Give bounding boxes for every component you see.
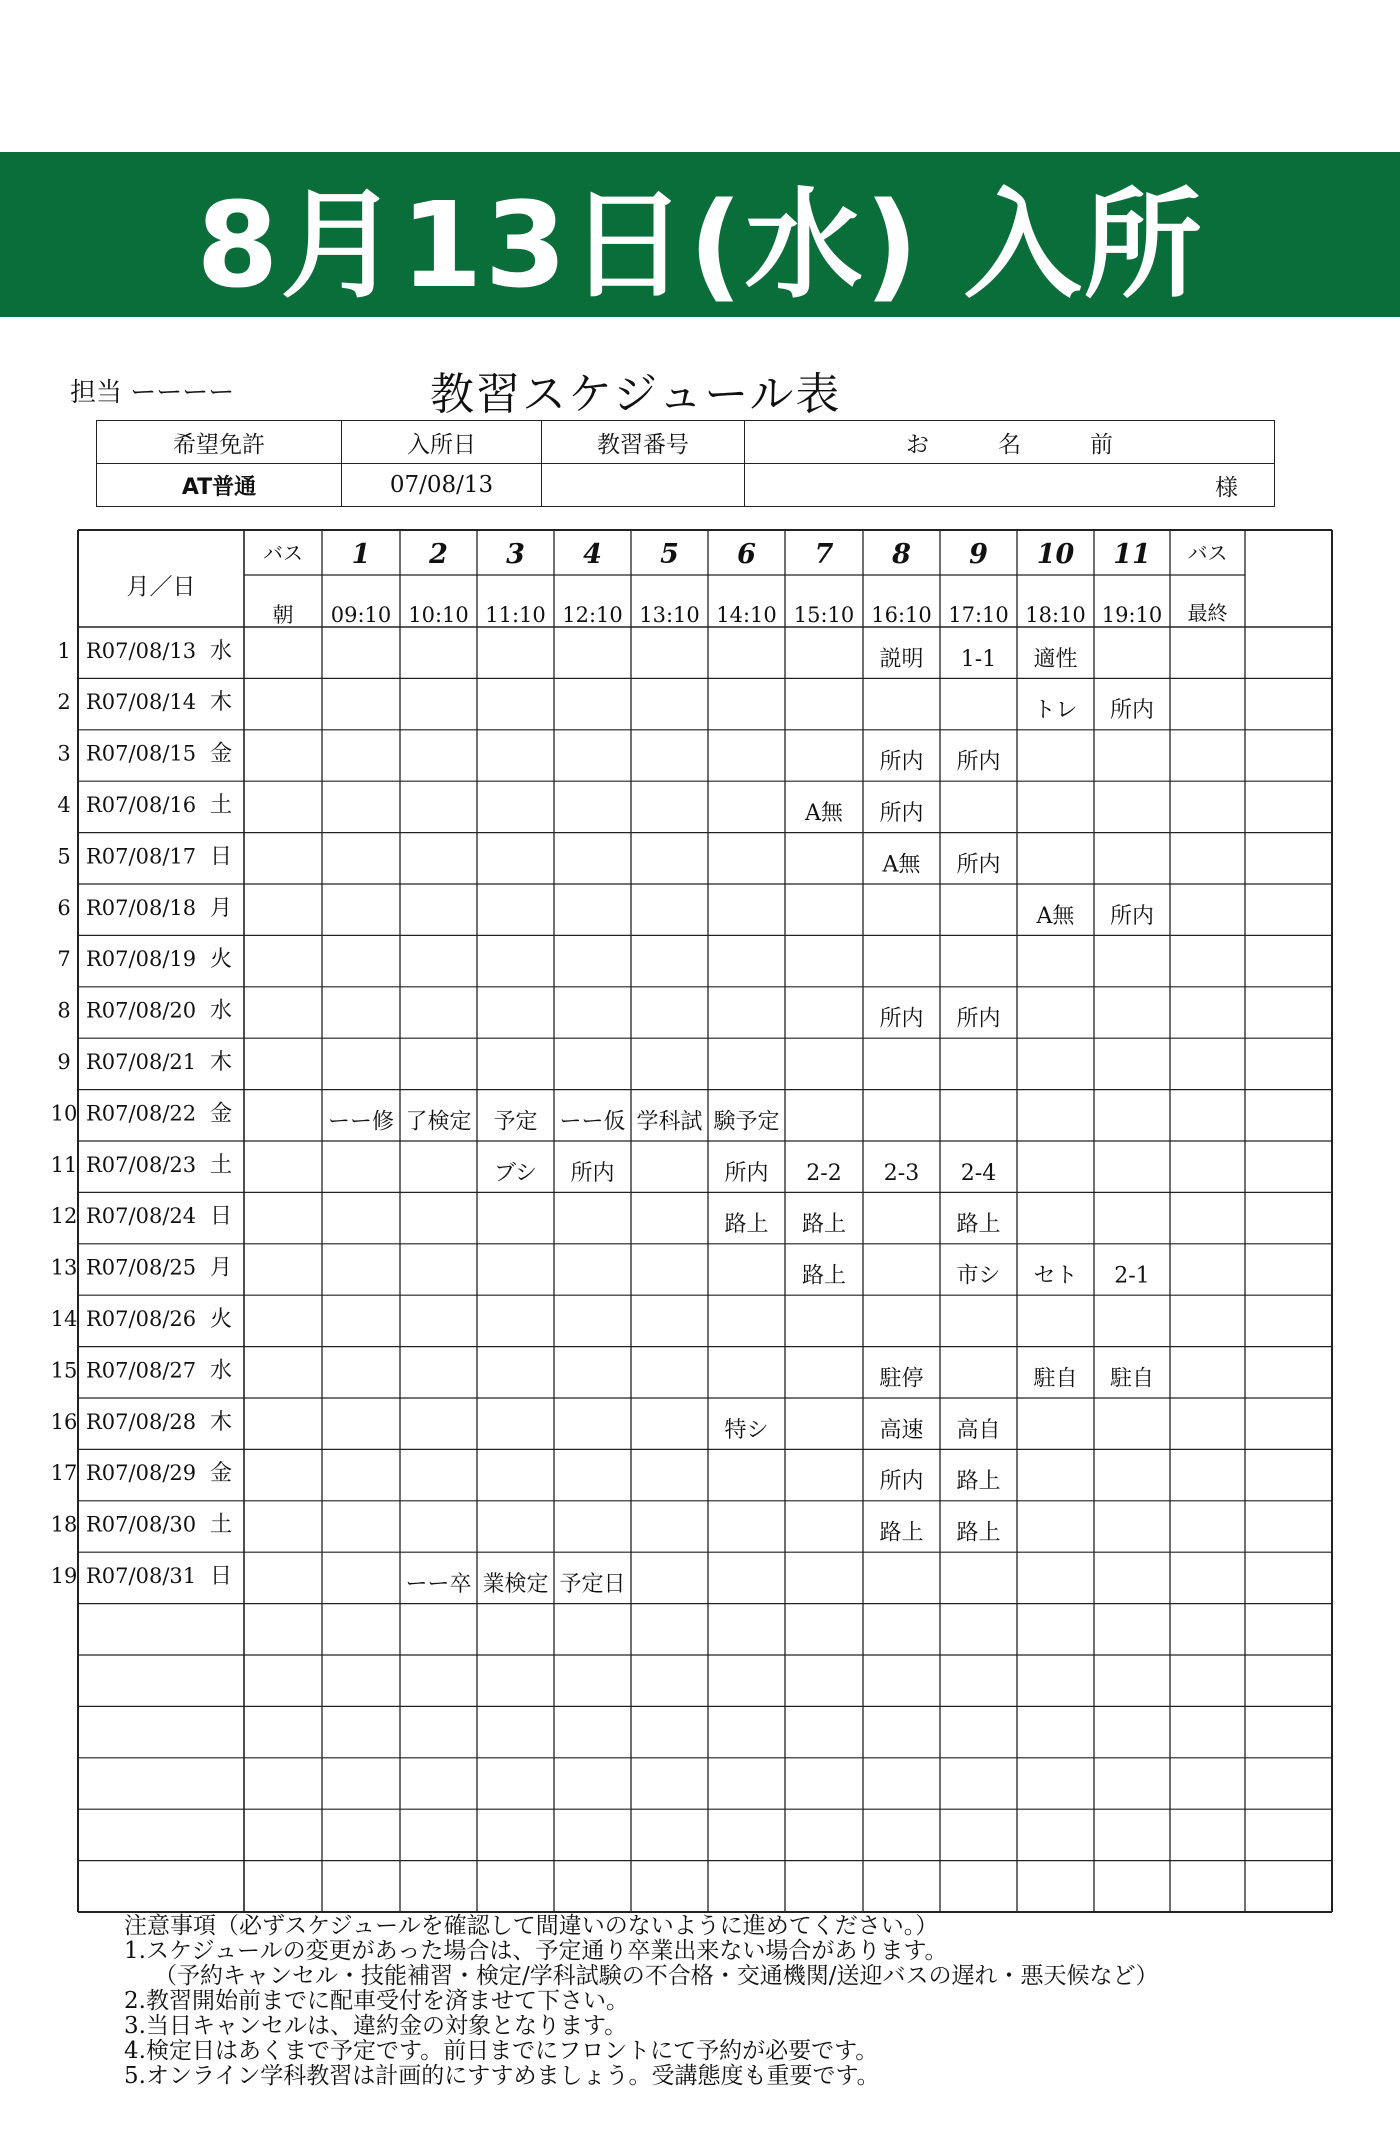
row-weekday: 水 xyxy=(209,1358,233,1384)
lesson-cell: トレ xyxy=(1033,698,1078,724)
row-weekday: 月 xyxy=(209,895,233,921)
lesson-cell: 了検定 xyxy=(405,1109,472,1135)
row-weekday: 金 xyxy=(209,1101,233,1127)
lesson-cell: 所内 xyxy=(879,1006,924,1032)
lesson-cell: 業検定 xyxy=(482,1572,549,1598)
student-number-label: 教習番号 xyxy=(542,421,745,464)
period-time: 11:10 xyxy=(485,603,546,627)
note-item: 3.当日キャンセルは、違約金の対象となります。 xyxy=(124,2013,628,2039)
lesson-cell: ーー卒 xyxy=(405,1572,472,1598)
lesson-cell: 路上 xyxy=(724,1212,769,1238)
lesson-cell: 所内 xyxy=(1109,903,1155,929)
row-weekday: 木 xyxy=(209,1409,233,1435)
notes-section xyxy=(124,1914,1159,2089)
row-number: 5 xyxy=(57,844,71,869)
lesson-cell: 所内 xyxy=(879,1469,924,1495)
lesson-cell: 市シ xyxy=(956,1263,1001,1289)
row-weekday: 日 xyxy=(209,844,233,870)
date-column-header: 月／日 xyxy=(126,574,196,600)
period-number: 9 xyxy=(969,539,988,570)
row-date: R07/08/30 xyxy=(86,1512,197,1537)
row-date: R07/08/19 xyxy=(86,947,197,972)
lesson-cell: ブシ xyxy=(493,1160,538,1186)
lesson-cell: 所内 xyxy=(879,801,924,827)
row-weekday: 金 xyxy=(209,1461,233,1487)
lesson-cell: 路上 xyxy=(956,1520,1001,1546)
entry-date-value: 07/08/13 xyxy=(342,464,542,507)
license-label: 希望免許 xyxy=(97,421,342,464)
entry-date-label: 入所日 xyxy=(342,421,542,464)
lesson-cell: 2-1 xyxy=(1114,1263,1150,1289)
lesson-cell: 説明 xyxy=(879,646,924,672)
notes-heading: 注意事項（必ずスケジュールを確認して間違いのないように進めてください。） xyxy=(124,1913,939,1939)
row-weekday: 木 xyxy=(209,690,233,716)
bus-morning-header: バス xyxy=(263,541,303,565)
lesson-cell: 験予定 xyxy=(713,1109,780,1135)
row-date: R07/08/20 xyxy=(86,998,197,1023)
name-suffix: 様 xyxy=(1215,474,1238,501)
lesson-cell: ーー修 xyxy=(327,1109,395,1135)
lesson-cell: 適性 xyxy=(1033,646,1078,672)
row-date: R07/08/29 xyxy=(86,1461,197,1486)
row-weekday: 金 xyxy=(209,741,233,767)
row-date: R07/08/25 xyxy=(86,1255,197,1280)
entry-date-banner: 8月13日(水) 入所 xyxy=(0,152,1400,317)
bus-last-label: 最終 xyxy=(1187,601,1228,625)
row-number: 9 xyxy=(57,1050,71,1075)
row-weekday: 月 xyxy=(209,1255,233,1281)
row-number: 18 xyxy=(50,1512,78,1537)
row-number: 14 xyxy=(50,1307,78,1332)
row-date: R07/08/16 xyxy=(86,793,197,818)
lesson-cell: 駐停 xyxy=(879,1366,924,1392)
period-number: 4 xyxy=(583,539,602,570)
row-weekday: 日 xyxy=(209,1204,233,1230)
period-number: 8 xyxy=(892,539,911,570)
note-item: 4.検定日はあくまで予定です。前日までにフロントにて予約が必要です。 xyxy=(124,2038,879,2064)
lesson-cell: 路上 xyxy=(956,1469,1001,1495)
lesson-cell: A無 xyxy=(1036,903,1075,929)
row-number: 7 xyxy=(57,947,71,972)
row-weekday: 火 xyxy=(209,1307,233,1333)
row-number: 15 xyxy=(50,1358,78,1383)
note-item: 5.オンライン学科教習は計画的にすすめましょう。受講態度も重要です。 xyxy=(124,2063,880,2089)
lesson-cell: 予定日 xyxy=(559,1572,626,1598)
row-date: R07/08/13 xyxy=(86,638,197,663)
lesson-cell: 路上 xyxy=(879,1520,924,1546)
row-date: R07/08/17 xyxy=(86,844,197,869)
lesson-cell: 1-1 xyxy=(960,646,997,672)
lesson-cell: 路上 xyxy=(801,1212,847,1238)
lesson-cell: 路上 xyxy=(956,1212,1001,1238)
period-number: 7 xyxy=(814,539,834,570)
row-date: R07/08/31 xyxy=(86,1564,197,1589)
lesson-cell: 所内 xyxy=(956,1006,1001,1032)
row-date: R07/08/24 xyxy=(86,1204,197,1229)
lesson-cell: 路上 xyxy=(801,1263,847,1289)
row-weekday: 水 xyxy=(209,638,233,664)
document-title: 教習スケジュール表 xyxy=(430,369,842,420)
period-number: 2 xyxy=(429,539,448,570)
row-number: 6 xyxy=(57,895,71,920)
row-date: R07/08/26 xyxy=(86,1307,197,1332)
license-value: AT普通 xyxy=(97,464,342,507)
period-time: 16:10 xyxy=(871,603,932,627)
row-number: 13 xyxy=(50,1255,78,1280)
row-number: 16 xyxy=(50,1409,78,1434)
period-time: 18:10 xyxy=(1025,603,1086,627)
row-number: 2 xyxy=(57,690,71,715)
lesson-cell: 所内 xyxy=(570,1160,615,1186)
period-time: 09:10 xyxy=(330,603,392,627)
lesson-cell: 所内 xyxy=(879,749,924,775)
lesson-cell: A無 xyxy=(882,852,921,878)
period-number: 11 xyxy=(1113,539,1151,570)
row-number: 3 xyxy=(57,741,71,766)
row-date: R07/08/21 xyxy=(86,1050,197,1075)
lesson-cell: 予定 xyxy=(493,1109,538,1135)
period-time: 15:10 xyxy=(793,603,855,627)
period-number: 1 xyxy=(351,539,371,570)
note-item: 1.スケジュールの変更があった場合は、予定通り卒業出来ない場合があります。 xyxy=(124,1938,948,1964)
row-number: 11 xyxy=(50,1152,78,1177)
lesson-cell: 特シ xyxy=(724,1417,769,1443)
row-weekday: 火 xyxy=(209,947,233,973)
row-date: R07/08/15 xyxy=(86,741,197,766)
lesson-cell: 所内 xyxy=(956,852,1001,878)
lesson-cell: 2-2 xyxy=(806,1160,842,1186)
lesson-cell: 駐自 xyxy=(1109,1366,1155,1392)
row-date: R07/08/23 xyxy=(86,1152,197,1177)
row-date: R07/08/22 xyxy=(86,1101,197,1126)
period-number: 5 xyxy=(660,539,679,570)
lesson-cell: A無 xyxy=(805,801,843,827)
lesson-cell: 所内 xyxy=(724,1160,769,1186)
note-item: （予約キャンセル・技能補習・検定/学科試験の不合格・交通機関/送迎バスの遅れ・悪天候など） xyxy=(154,1963,1159,1989)
period-time: 17:10 xyxy=(948,603,1009,627)
bus-last-header: バス xyxy=(1187,541,1228,565)
lesson-cell: セト xyxy=(1033,1263,1078,1289)
period-number: 6 xyxy=(737,539,756,570)
row-weekday: 木 xyxy=(209,1050,233,1076)
row-weekday: 土 xyxy=(209,1512,233,1538)
row-weekday: 土 xyxy=(209,793,233,819)
row-weekday: 日 xyxy=(209,1564,233,1590)
period-number: 3 xyxy=(506,539,525,570)
row-date: R07/08/18 xyxy=(86,895,197,920)
lesson-cell: 駐自 xyxy=(1033,1366,1078,1392)
row-number: 8 xyxy=(57,998,71,1023)
period-time: 10:10 xyxy=(408,603,469,627)
row-number: 10 xyxy=(50,1101,78,1126)
lesson-cell: 高速 xyxy=(879,1417,924,1443)
row-number: 19 xyxy=(50,1564,78,1589)
row-weekday: 土 xyxy=(209,1152,233,1178)
row-date: R07/08/14 xyxy=(86,690,197,715)
period-number: 10 xyxy=(1036,539,1075,570)
period-time: 14:10 xyxy=(716,603,777,627)
lesson-cell: 学科試 xyxy=(636,1109,703,1135)
row-number: 17 xyxy=(50,1461,78,1486)
row-number: 12 xyxy=(50,1204,78,1229)
bus-morning-label: 朝 xyxy=(272,603,294,627)
period-time: 19:10 xyxy=(1101,603,1163,627)
period-time: 13:10 xyxy=(639,603,700,627)
staff-label: 担当 ーーーー xyxy=(70,378,235,408)
name-label: お 名 前 xyxy=(745,421,1275,464)
period-time: 12:10 xyxy=(562,603,623,627)
row-date: R07/08/27 xyxy=(86,1358,197,1383)
lesson-cell: ーー仮 xyxy=(559,1109,626,1135)
row-date: R07/08/28 xyxy=(86,1409,197,1434)
row-number: 4 xyxy=(57,793,71,818)
note-item: 2.教習開始前までに配車受付を済ませて下さい。 xyxy=(124,1988,629,2014)
row-weekday: 水 xyxy=(209,998,233,1024)
lesson-cell: 2-3 xyxy=(883,1160,920,1186)
lesson-cell: 高自 xyxy=(956,1417,1001,1443)
lesson-cell: 2-4 xyxy=(960,1160,997,1186)
lesson-cell: 所内 xyxy=(1109,698,1155,724)
row-number: 1 xyxy=(57,638,71,663)
lesson-cell: 所内 xyxy=(956,749,1001,775)
